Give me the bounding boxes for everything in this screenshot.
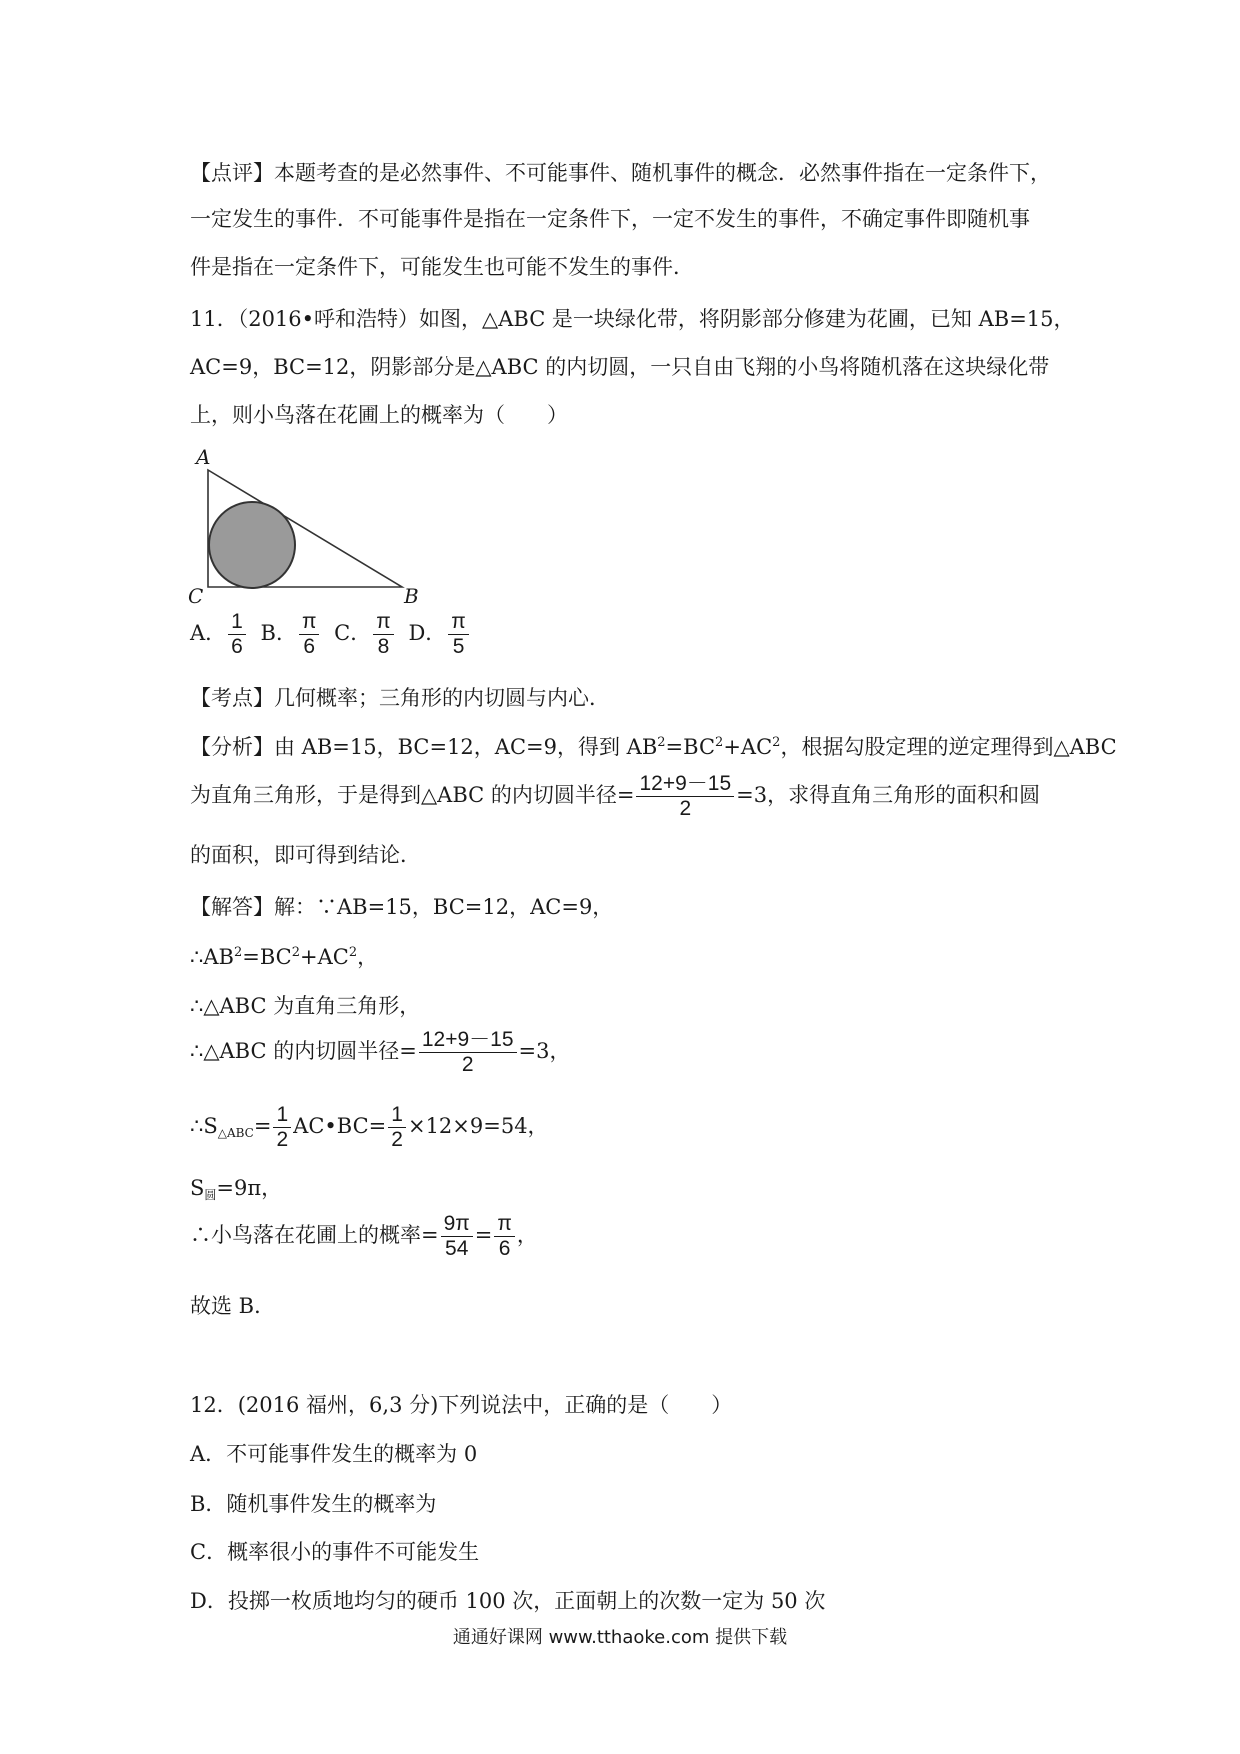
label-a: A	[196, 445, 211, 469]
jieda-line-4: ∴△ABC 的内切圆半径= $\frac{12+9-15}{2}$ =3，	[190, 1028, 571, 1076]
fenxi-line-1: 【分析】由 AB=15，BC=12，AC=9，得到 $AB^2=BC^2+AC^2$，根据勾股定理的逆定理得到△ABC	[190, 735, 1117, 759]
q12-option-a: A．不可能事件发生的概率为 0	[190, 1442, 478, 1466]
comment-line-1: 【点评】本题考查的是必然事件、不可能事件、随机事件的概念．必然事件指在一定条件下，	[190, 161, 1051, 185]
fenxi-line-3: 的面积，即可得到结论．	[190, 843, 421, 867]
footer-watermark: 通通好课网 www.tthaoke.com 提供下载	[452, 1627, 788, 1648]
q11-options	[190, 610, 477, 659]
label-c: C	[188, 584, 204, 608]
jieda-line-3: ∴△ABC 为直角三角形，	[190, 994, 421, 1018]
q12-stem: 12．(2016 福州，6,3 分)下列说法中，正确的是（ ）	[190, 1393, 733, 1417]
fenxi-line-2: 为直角三角形，于是得到△ABC 的内切圆半径= $\frac{12+9-15}{2}$ =3，求得直角三角形的面积和圆	[190, 772, 1041, 820]
jieda-line-5: $\therefore S_{\triangle ABC}=$ $\frac{1}{2}$ AC•BC= $\frac{1}{2}$ ×12×9=54，	[190, 1103, 549, 1151]
label-b: B	[404, 584, 419, 608]
jieda-line-2: $\therefore AB^2=BC^2+AC^2$，	[190, 945, 379, 969]
jieda-line-7: ∴小鸟落在花圃上的概率= $\frac{9\pi}{54}$ = $\frac{\pi}{6}$ ，	[190, 1212, 538, 1260]
option-a: A． $\frac{1}{6}$	[190, 621, 248, 645]
kaodian: 【考点】几何概率；三角形的内切圆与内心．	[190, 686, 610, 710]
q11-stem-line-2: AC=9，BC=12，阴影部分是△ABC 的内切圆，一只自由飞翔的小鸟将随机落在这块绿化带	[190, 355, 1050, 379]
q11-stem-line-3: 上，则小鸟落在花圃上的概率为（ ）	[190, 403, 568, 427]
triangle-incircle-figure	[180, 440, 430, 610]
jieda-line-6: $S_圆=9\pi$，	[190, 1176, 283, 1202]
option-b: B． $\frac{\pi}{6}$	[261, 621, 322, 645]
option-c: C． $\frac{\pi}{8}$	[334, 621, 396, 645]
option-d: D． $\frac{\pi}{5}$	[408, 621, 470, 645]
q12-option-d: D．投掷一枚质地均匀的硬币 100 次，正面朝上的次数一定为 50 次	[190, 1589, 826, 1613]
q12-option-b: B．随机事件发生的概率为	[190, 1492, 437, 1516]
incircle	[209, 502, 295, 588]
q11-stem-line-1: 11．（2016•呼和浩特）如图，△ABC 是一块绿化带，将阴影部分修建为花圃，已知 AB=15，	[190, 307, 1075, 331]
comment-line-2: 一定发生的事件．不可能事件是指在一定条件下，一定不发生的事件，不确定事件即随机事	[190, 207, 1030, 231]
q12-option-c: C．概率很小的事件不可能发生	[190, 1540, 480, 1564]
jieda-line-8: 故选 B．	[190, 1294, 276, 1318]
jieda-line-1: 【解答】解：∵AB=15，BC=12，AC=9，	[190, 895, 614, 919]
comment-line-3: 件是指在一定条件下，可能发生也可能不发生的事件．	[190, 255, 694, 279]
